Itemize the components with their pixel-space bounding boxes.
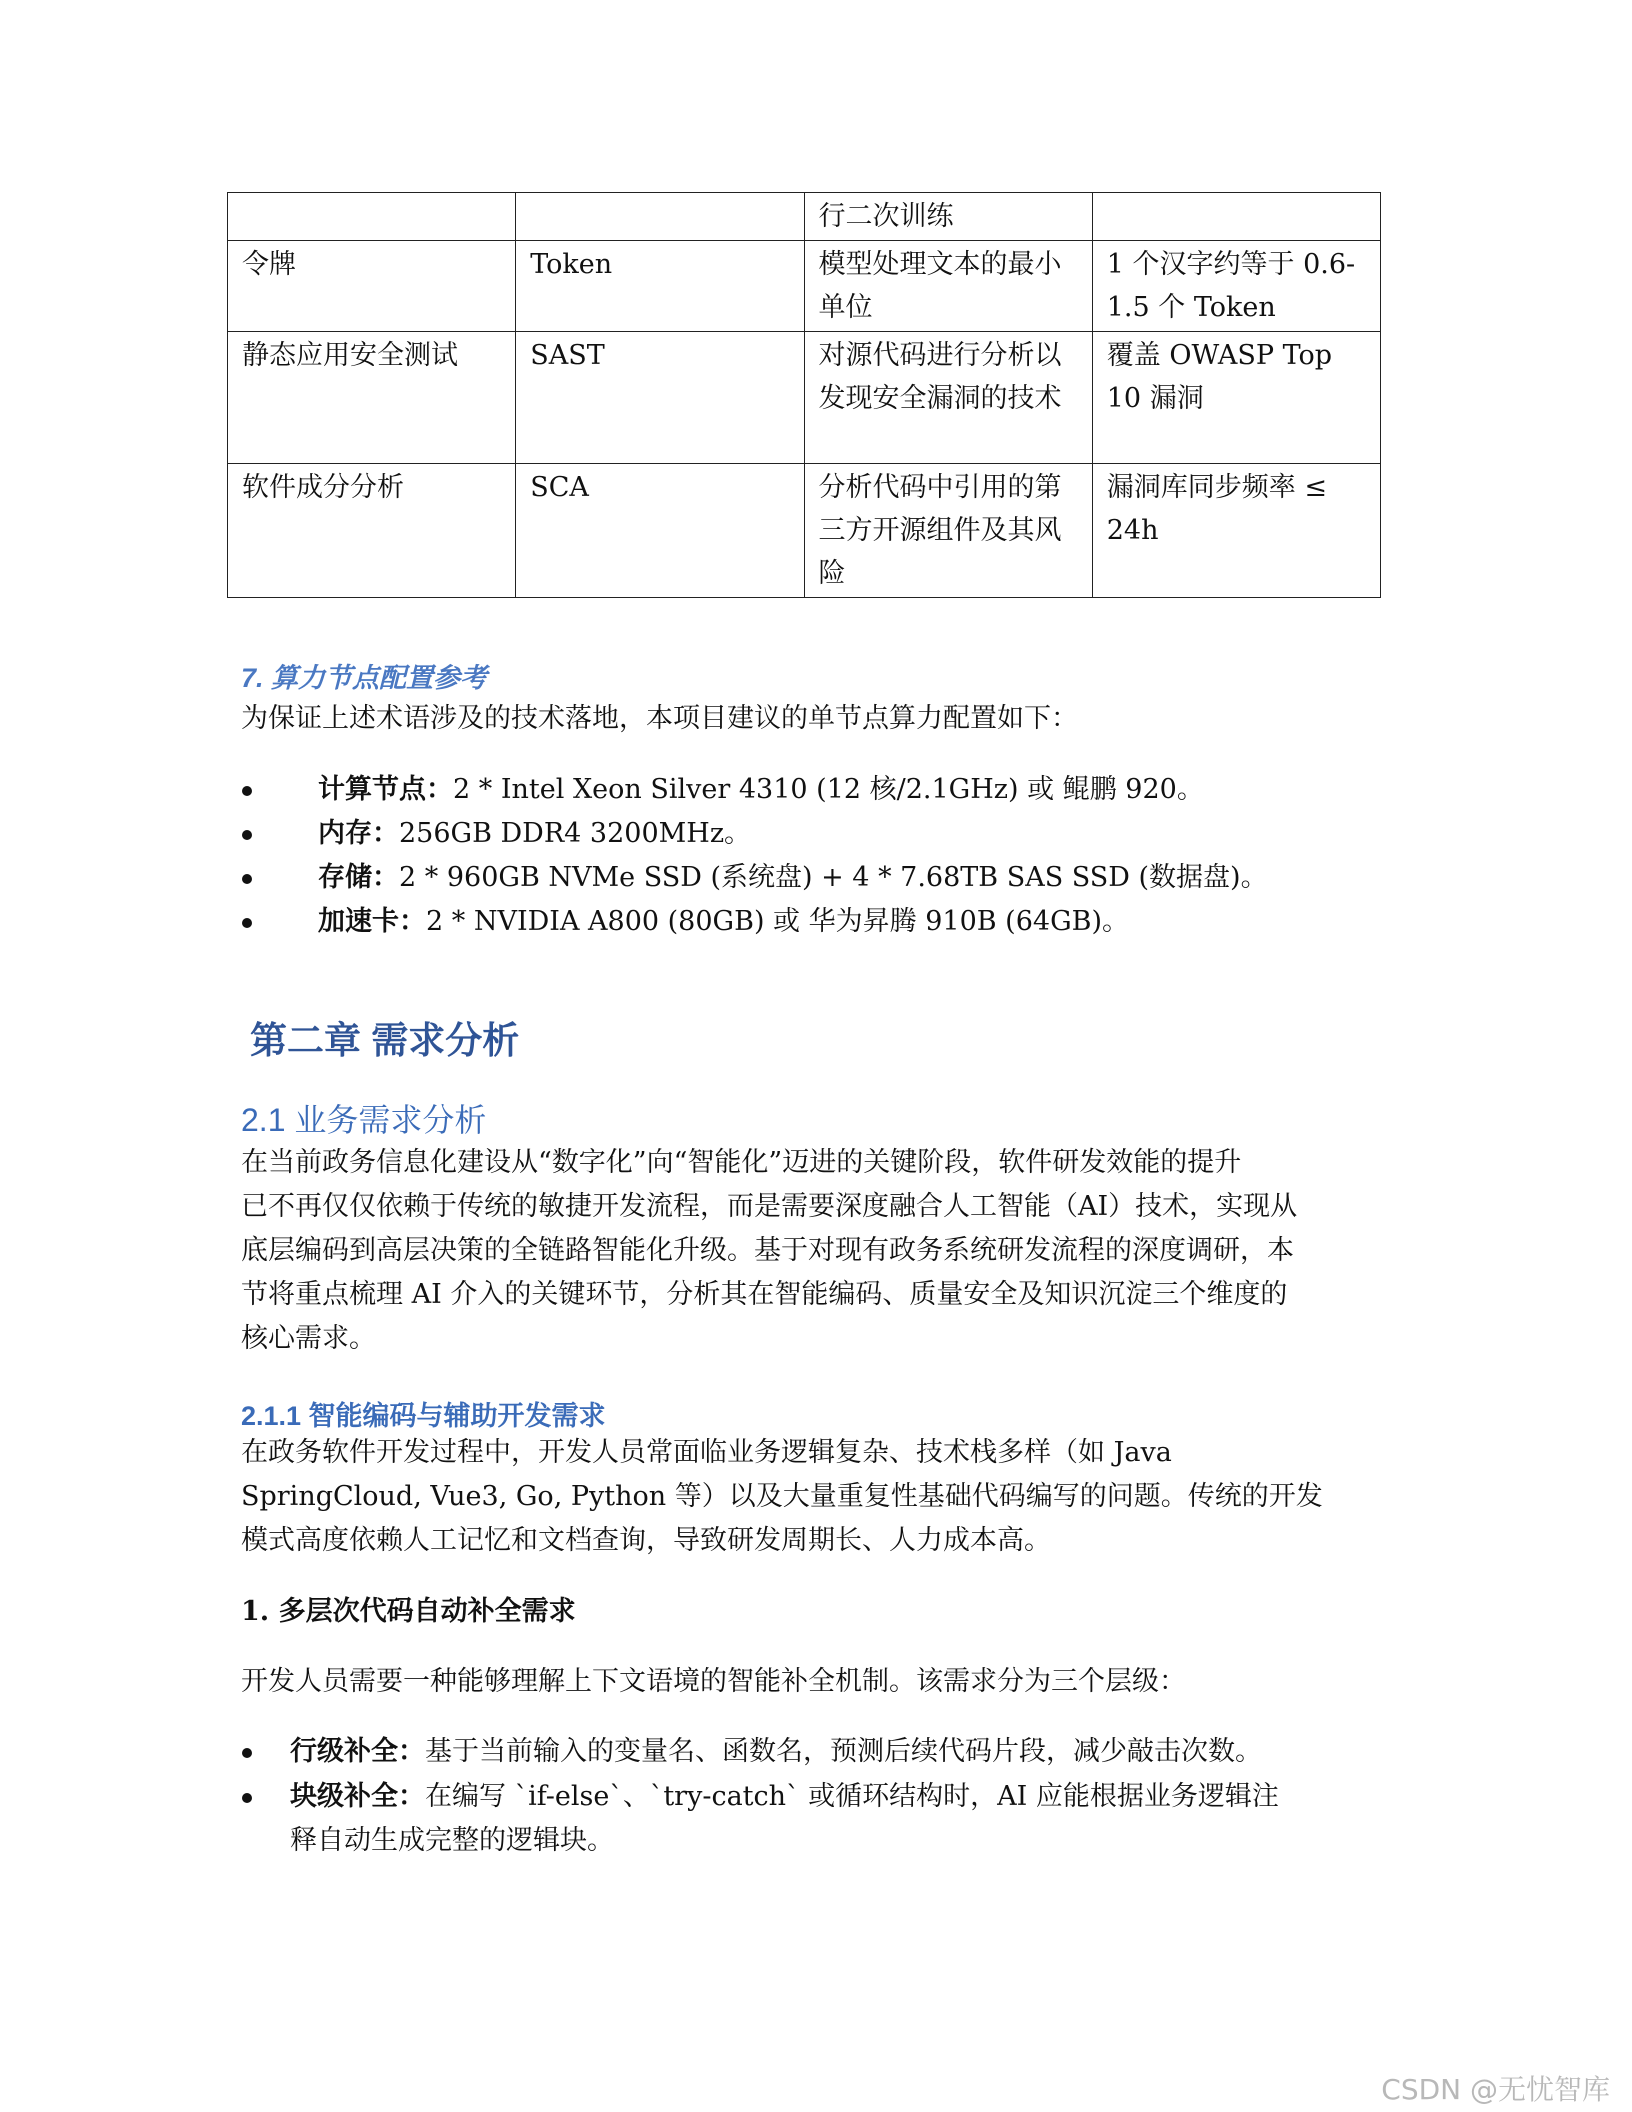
section-2-1-1-body: [241, 1431, 1323, 1563]
section-2-1-heading: 2.1 业务需求分析: [241, 1102, 487, 1138]
terms-table: [227, 192, 1381, 598]
item-label: 计算节点：: [318, 774, 453, 805]
text-line: SpringCloud, Vue3, Go, Python 等）以及大量重复性基础代码编写的问题。传统的开发: [241, 1481, 1323, 1512]
list-item: [318, 812, 751, 856]
list-item: [318, 768, 1204, 812]
table-cell: [228, 193, 516, 241]
section-2-1-1-heading: 2.1.1 智能编码与辅助开发需求: [241, 1401, 606, 1431]
item-text: 2 * Intel Xeon Silver 4310 (12 核/2.1GHz) 或 鲲鹏 920。: [453, 774, 1204, 805]
table-cell: 分析代码中引用的第三方开源组件及其风险: [804, 464, 1092, 598]
table-row: [228, 332, 1381, 464]
watermark: CSDN @无忧智库: [1381, 2073, 1610, 2106]
table-cell: 模型处理文本的最小单位: [804, 241, 1092, 332]
table-cell: 软件成分分析: [228, 464, 516, 598]
chapter-heading: 第二章 需求分析: [250, 1020, 520, 1061]
item-1-heading: 1. 多层次代码自动补全需求: [241, 1596, 576, 1627]
bullet-icon: [242, 874, 252, 884]
text-line: 节将重点梳理 AI 介入的关键环节，分析其在智能编码、质量安全及知识沉淀三个维度的: [241, 1279, 1288, 1310]
text-line: 在当前政务信息化建设从“数字化”向“智能化”迈进的关键阶段，软件研发效能的提升: [241, 1147, 1242, 1178]
section-2-1-body: [241, 1141, 1297, 1361]
item-text: 释自动生成完整的逻辑块。: [290, 1825, 614, 1856]
bullet-icon: [242, 1748, 252, 1758]
item-text: 在编写 `if-else`、`try-catch` 或循环结构时，AI 应能根据业务逻辑注: [425, 1781, 1279, 1812]
table-cell: SCA: [516, 464, 804, 598]
text-line: 底层编码到高层决策的全链路智能化升级。基于对现有政务系统研发流程的深度调研，本: [241, 1235, 1294, 1266]
table-cell: [1092, 193, 1380, 241]
list-item: [290, 1730, 1262, 1774]
table-cell: 令牌: [228, 241, 516, 332]
table-row: [228, 241, 1381, 332]
item-text: 基于当前输入的变量名、函数名，预测后续代码片段，减少敲击次数。: [425, 1736, 1262, 1767]
table-cell: [516, 193, 804, 241]
item-label: 块级补全：: [290, 1781, 425, 1812]
table-row: [228, 193, 1381, 241]
table-cell: Token: [516, 241, 804, 332]
bullet-icon: [242, 918, 252, 928]
item-label: 内存：: [318, 818, 399, 849]
table-cell: 行二次训练: [804, 193, 1092, 241]
section-7-heading: 7. 算力节点配置参考: [241, 663, 488, 693]
list-item: [318, 900, 1129, 944]
item-text: 256GB DDR4 3200MHz。: [399, 818, 752, 849]
table-cell: 1 个汉字约等于 0.6-1.5 个 Token: [1092, 241, 1380, 332]
item-label: 存储：: [318, 862, 399, 893]
text-line: 核心需求。: [241, 1323, 376, 1354]
item-label: 行级补全：: [290, 1736, 425, 1767]
item-text: 2 * NVIDIA A800 (80GB) 或 华为昇腾 910B (64GB)。: [426, 906, 1130, 937]
table-cell: 静态应用安全测试: [228, 332, 516, 464]
table-cell: 覆盖 OWASP Top 10 漏洞: [1092, 332, 1380, 464]
bullet-icon: [242, 1793, 252, 1803]
section-7-intro: 为保证上述术语涉及的技术落地，本项目建议的单节点算力配置如下：: [241, 703, 1078, 734]
text-line: 模式高度依赖人工记忆和文档查询，导致研发周期长、人力成本高。: [241, 1525, 1051, 1556]
text-line: 已不再仅仅依赖于传统的敏捷开发流程，而是需要深度融合人工智能（AI）技术，实现从: [241, 1191, 1298, 1222]
table-cell: 对源代码进行分析以发现安全漏洞的技术: [804, 332, 1092, 464]
bullet-icon: [242, 830, 252, 840]
bullet-icon: [242, 786, 252, 796]
table-row: [228, 464, 1381, 598]
table-cell: 漏洞库同步频率 ≤ 24h: [1092, 464, 1380, 598]
list-item: [290, 1775, 1279, 1863]
text-line: 在政务软件开发过程中，开发人员常面临业务逻辑复杂、技术栈多样（如 Java: [241, 1437, 1172, 1468]
item-text: 2 * 960GB NVMe SSD (系统盘) + 4 * 7.68TB SAS SSD (数据盘)。: [399, 862, 1268, 893]
list-item: [318, 856, 1268, 900]
item-label: 加速卡：: [318, 906, 426, 937]
item-1-intro: 开发人员需要一种能够理解上下文语境的智能补全机制。该需求分为三个层级：: [241, 1666, 1186, 1697]
table-cell: SAST: [516, 332, 804, 464]
